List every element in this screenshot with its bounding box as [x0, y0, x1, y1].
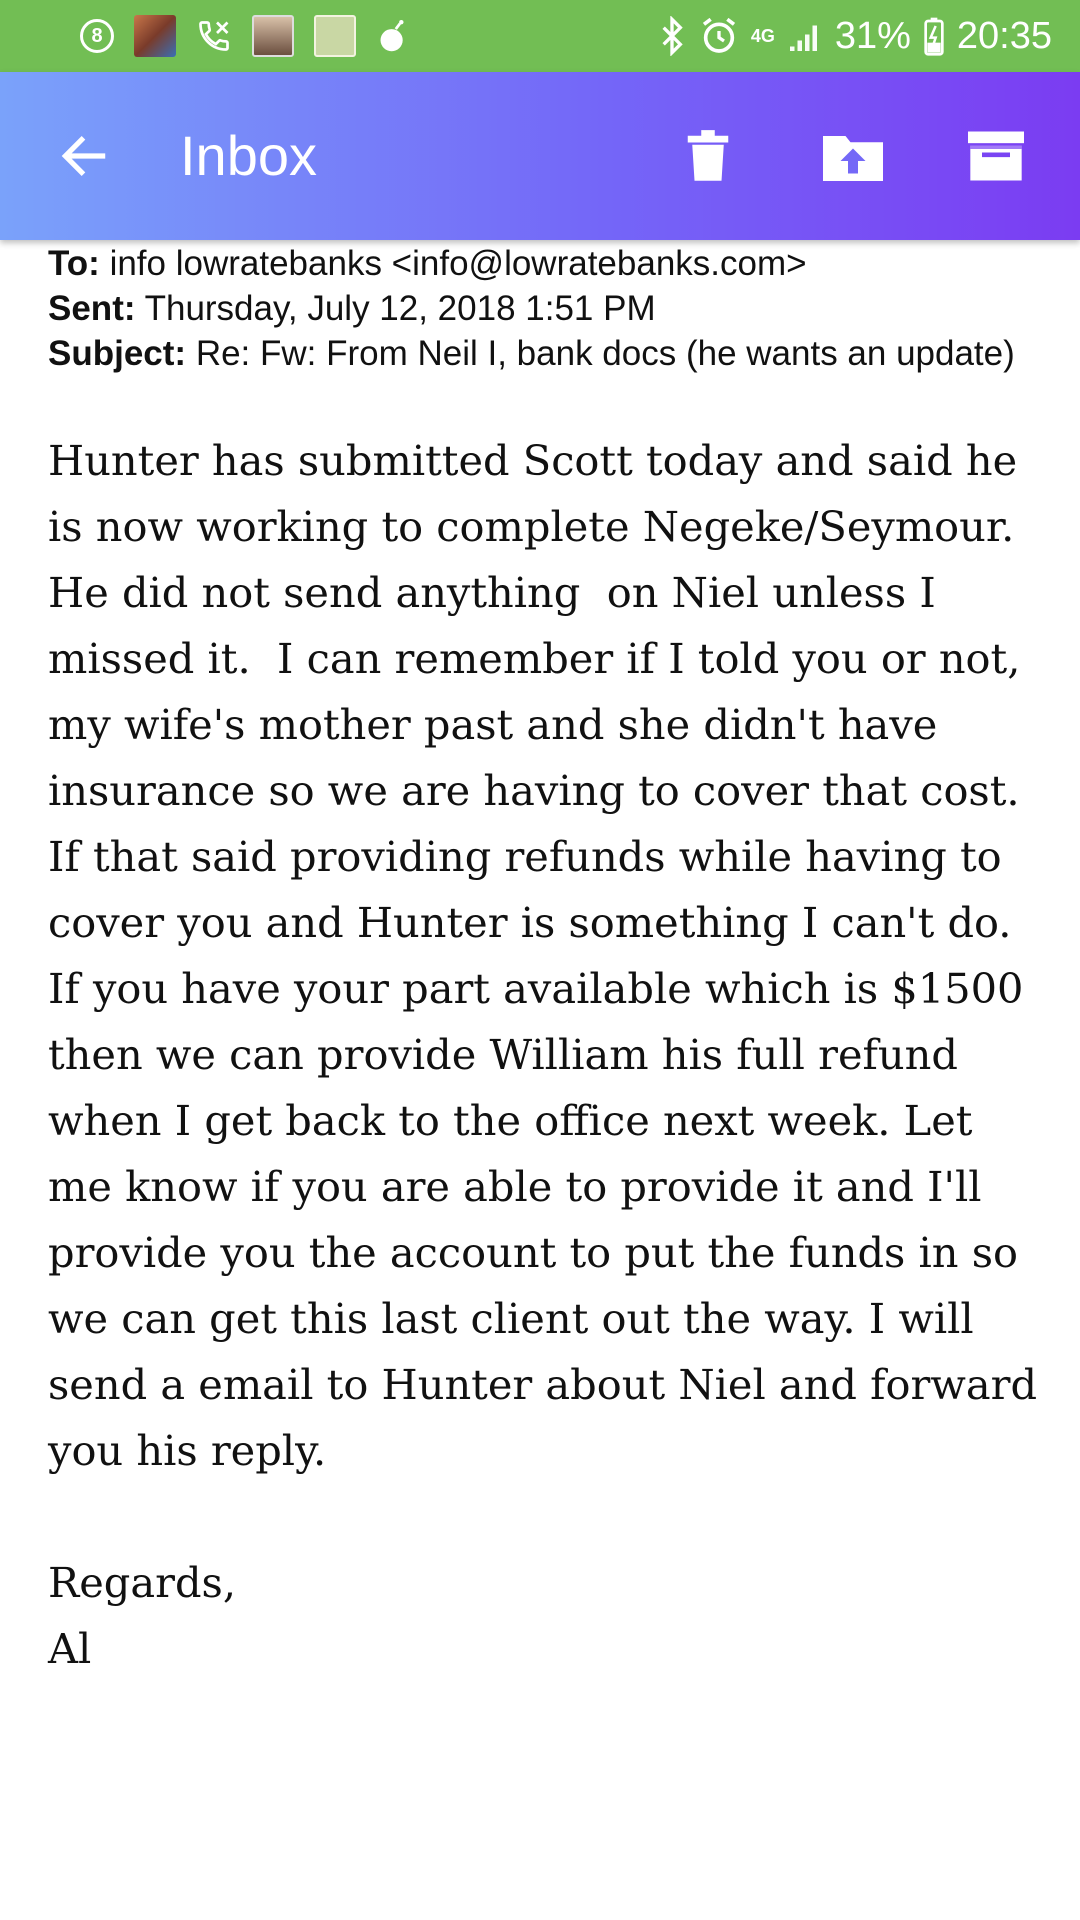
- sent-line: [48, 286, 1038, 331]
- delete-button[interactable]: [672, 120, 744, 192]
- notification-icons: [80, 0, 410, 72]
- contact-photo-icon: [252, 15, 294, 57]
- subject-line: [48, 331, 1038, 376]
- clock: 20:35: [956, 14, 1052, 57]
- battery-charging-icon: [923, 16, 945, 56]
- move-to-folder-button[interactable]: [817, 120, 889, 192]
- bomb-icon: [376, 18, 410, 54]
- system-icons: [657, 0, 1052, 72]
- email-header: [48, 240, 1038, 376]
- subject-value: Re: Fw: From Neil I, bank docs (he wants an update): [195, 334, 1015, 373]
- network-type-label: 4G: [750, 26, 775, 46]
- email-body-paragraph: Hunter has submitted Scott today and said he is now working to complete Negeke/Seymour. He did not send anything on Niel unless I missed it. I can remember if I told you or not, my wife's mother past and she didn't have insurance so we are having to cover that cost. If that said providing refunds while having to cover you and Hunter is something I can't do. If you have your part available which is $1500 then we can provide William his full refund when I get back to the office next week. Let me know if you are able to provide it and I'll provide you the account to put the funds in so we can get this last client out the way. I will send a email to Hunter about Niel and forward you his reply.: [48, 436, 1051, 1475]
- subject-label: Subject:: [48, 334, 187, 373]
- notification-badge-icon: [80, 19, 114, 53]
- status-bar: [0, 0, 1080, 72]
- bluetooth-icon: [657, 16, 687, 56]
- to-line: [48, 241, 1038, 286]
- arrow-left-icon: [56, 128, 112, 184]
- missed-call-icon: [196, 18, 232, 54]
- app-notification-icon: [134, 15, 176, 57]
- alarm-icon: [699, 16, 739, 56]
- network-type-icon: [751, 27, 775, 45]
- signature-text: Al: [48, 1624, 92, 1673]
- sent-value: Thursday, July 12, 2018 1:51 PM: [144, 289, 656, 328]
- to-label: To:: [48, 244, 100, 283]
- email-view: [48, 240, 1051, 1682]
- to-value[interactable]: info lowratebanks <info@lowratebanks.com>: [109, 244, 807, 283]
- app-bar: [0, 72, 1080, 240]
- email-body: [48, 428, 1051, 1484]
- archive-button[interactable]: [960, 120, 1032, 192]
- notification-badge-count: 8: [91, 24, 103, 47]
- battery-percentage: 31%: [834, 14, 911, 57]
- bible-app-icon: [314, 15, 356, 57]
- trash-icon: [684, 129, 732, 183]
- archive-icon: [968, 131, 1024, 181]
- signal-strength-icon: [787, 18, 823, 54]
- regards-text: Regards,: [48, 1558, 237, 1607]
- back-button[interactable]: [48, 120, 120, 192]
- page-title: Inbox: [180, 124, 317, 187]
- folder-move-icon: [823, 130, 883, 182]
- email-signoff: [48, 1550, 1038, 1682]
- sent-label: Sent:: [48, 289, 136, 328]
